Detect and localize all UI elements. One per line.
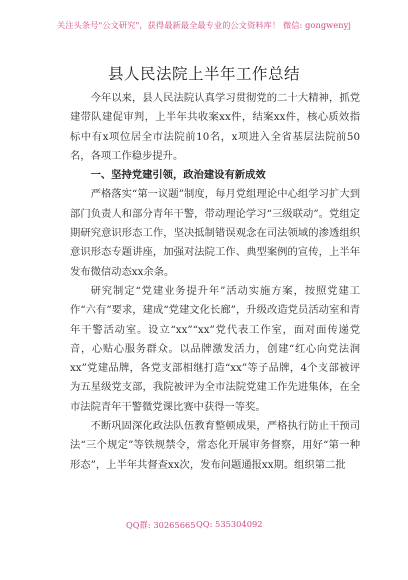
header-note: 关注头条号"公文研究"，获得最新最全最专业的公文资料库！ 微信: gongwenyj [57, 20, 351, 30]
qq-label: QQ: 535304092 [196, 519, 263, 529]
paragraph-theory-study: 严格落实“第一议题”制度，每月党组理论中心组学习扩大到部门负责人和部分青年干警，带动理论学习“三级联动”。党组定期研究意识形态工作，坚决抵制错误观念在司法领域的渗透组织意识形态专题讲座，加强对法院工作、典型案例的宣传，上半年发布微信动态xx余条。 [70, 188, 360, 278]
qq-group-label: QQ群: 30265665 [126, 520, 196, 530]
paragraph-party-building: 研究制定“党建业务提升年”活动实施方案，按照党建工作“六有”要求，建成“党建文化长廊”，升级改造党员活动室和青年干警活动室。设立“xx”“xx”党代表工作室，面对面传递党音，心贴心服务群众。以品牌激发活力，创建“红心向党法润xx”党建品牌，各党支部相继打造“xx”等子品牌，4个支部被评为五星级党支部，我院被评为全市法院党建工作先进集体，在全市法院青年干警微党课比赛中获得一等奖。 [70, 284, 360, 413]
paragraph-discipline: 不断巩固深化政法队伍教育整顿成果，严格执行防止干预司法“三个规定”等铁规禁令，常态化开展审务督察，用好“第一种形态”，上半年共督查xx次，发布问题通报xx期。组织第二批 [70, 420, 360, 471]
section-heading: 一、坚持党建引领，政治建设有新成效 [90, 169, 266, 182]
document-body [70, 89, 360, 475]
document-title: 县人民法院上半年工作总结 [107, 65, 300, 83]
paragraph-intro: 今年以来，县人民法院认真学习贯彻党的二十大精神，抓党建带队建促审判，上半年共收案xx件，结案xx件，核心质效指标中有x项位居全市法院前10名，x项进入全省基层法院前50名，各项工作稳步提升。 [70, 92, 360, 162]
